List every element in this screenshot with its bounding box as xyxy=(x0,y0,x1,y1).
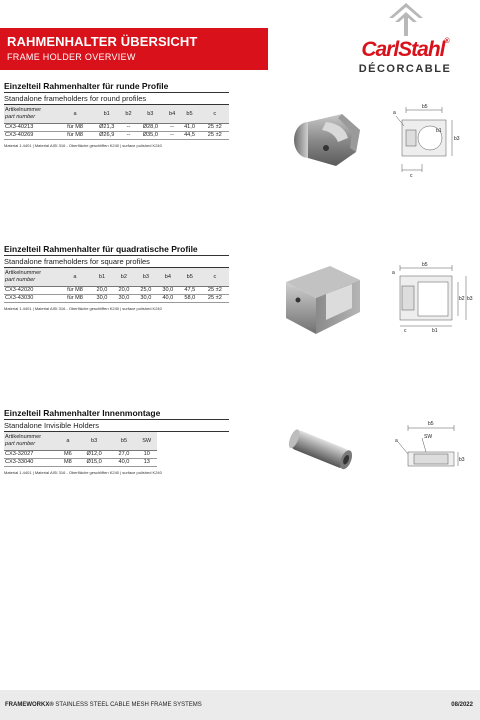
table-cell: CX3-42020 xyxy=(4,286,59,294)
table-row xyxy=(4,286,229,294)
table-cell: CX3-43030 xyxy=(4,294,59,302)
carl-stahl-logo xyxy=(340,0,470,82)
dim-label: b5 xyxy=(428,421,434,427)
column-header: b4 xyxy=(166,105,179,123)
table-cell: -- xyxy=(166,123,179,131)
section-subtitle: Standalone frameholders for square profiles xyxy=(4,255,229,268)
table-cell: 25 ±2 xyxy=(201,123,229,131)
dim-label: b5 xyxy=(422,262,428,268)
logo-brand: CarlStahl® xyxy=(361,38,449,61)
column-header-article: Artikelnummer part number xyxy=(4,268,59,286)
dim-label: b3 xyxy=(454,136,460,142)
round-frameholder-drawing xyxy=(392,102,472,180)
column-header-article: Artikelnummer part number xyxy=(4,105,59,123)
square-frameholder-image xyxy=(280,262,366,336)
dim-label: SW xyxy=(424,434,433,440)
table-cell: für M8 xyxy=(59,286,91,294)
column-header: b3 xyxy=(135,105,166,123)
house-roof-icon xyxy=(389,0,423,36)
column-header: b5 xyxy=(179,268,201,286)
table-cell: 10 xyxy=(136,450,157,458)
column-header: b3 xyxy=(77,432,112,450)
table-cell: Ø35,0 xyxy=(135,131,166,139)
dim-label: a xyxy=(392,270,395,276)
footer-date: 08/2022 xyxy=(451,702,473,708)
table-cell: Ø21,3 xyxy=(91,123,122,131)
table-cell: M6 xyxy=(59,450,77,458)
dim-label: b1 xyxy=(436,128,442,134)
table-cell: 40,0 xyxy=(157,294,179,302)
table-cell: 27,0 xyxy=(112,450,137,458)
table-cell: 30,0 xyxy=(91,294,113,302)
footer-text: FRAMEWORKX® STAINLESS STEEL CABLE MESH FRAME SYSTEMS xyxy=(5,702,202,708)
table-cell: 44,5 xyxy=(178,131,200,139)
logo-sub: DÉCORCABLE xyxy=(358,63,452,75)
square-frameholder-drawing xyxy=(392,260,472,334)
table-cell: -- xyxy=(166,131,179,139)
table-cell: 40,0 xyxy=(112,458,137,466)
column-header: b2 xyxy=(113,268,135,286)
page-title: RAHMENHALTER ÜBERSICHT xyxy=(7,34,198,49)
round-frameholder-image xyxy=(286,108,366,176)
column-header: b1 xyxy=(91,105,122,123)
table-cell: -- xyxy=(122,131,135,139)
column-header: a xyxy=(59,105,91,123)
spec-table xyxy=(4,432,157,467)
invisible-holder-drawing xyxy=(394,418,470,482)
spec-table xyxy=(4,268,229,303)
invisible-holder-image xyxy=(282,420,362,480)
table-cell: M8 xyxy=(59,458,77,466)
column-header: b2 xyxy=(122,105,135,123)
table-cell: CX3-33040 xyxy=(4,458,59,466)
section-title: Einzelteil Rahmenhalter für quadratische Profile xyxy=(4,244,198,254)
dim-label: b3 xyxy=(467,296,473,302)
table-cell: 30,0 xyxy=(157,286,179,294)
table-cell: Ø12,0 xyxy=(77,450,112,458)
section-round-profiles xyxy=(4,81,229,148)
table-cell: 13 xyxy=(136,458,157,466)
table-row xyxy=(4,294,229,302)
table-cell: für M8 xyxy=(59,123,91,131)
column-header: b1 xyxy=(91,268,113,286)
column-header: a xyxy=(59,432,77,450)
dim-label: b5 xyxy=(422,104,428,110)
dim-label: b3 xyxy=(459,457,465,463)
table-cell: CX3-40213 xyxy=(4,123,59,131)
column-header: b4 xyxy=(157,268,179,286)
column-header: b5 xyxy=(112,432,137,450)
footer xyxy=(0,690,480,720)
column-header: c xyxy=(201,105,229,123)
table-cell: 20,0 xyxy=(91,286,113,294)
dim-label: c xyxy=(404,328,407,334)
header-banner xyxy=(0,28,268,70)
material-note: Material 1.4401 | Material AISI 316 - Oberfläche geschliffen K240 | surface polished K240 xyxy=(4,142,162,148)
section-invisible-holders xyxy=(4,408,229,475)
table-cell: Ø15,0 xyxy=(77,458,112,466)
table-cell: 25 ±2 xyxy=(201,294,229,302)
column-header-article: Artikelnummer part number xyxy=(4,432,59,450)
section-square-profiles xyxy=(4,244,229,311)
table-cell: 20,0 xyxy=(113,286,135,294)
spec-table xyxy=(4,105,229,140)
dim-label: a xyxy=(395,438,398,444)
table-cell: 25 ±2 xyxy=(201,286,229,294)
column-header: a xyxy=(59,268,91,286)
table-cell: CX3-32027 xyxy=(4,450,59,458)
section-title: Einzelteil Rahmenhalter für runde Profile xyxy=(4,81,169,91)
table-cell: 25,0 xyxy=(135,286,157,294)
column-header: SW xyxy=(136,432,157,450)
table-row xyxy=(4,123,229,131)
dim-label: b1 xyxy=(432,328,438,334)
table-cell: CX3-40269 xyxy=(4,131,59,139)
section-subtitle: Standalone frameholders for round profiles xyxy=(4,92,229,105)
column-header: b5 xyxy=(178,105,200,123)
table-row xyxy=(4,131,229,139)
column-header: b3 xyxy=(135,268,157,286)
dim-label: c xyxy=(410,173,413,179)
material-note: Material 1.4401 | Material AISI 316 - Oberfläche geschliffen K240 | surface polished K240 xyxy=(4,469,162,475)
table-cell: 25 ±2 xyxy=(201,131,229,139)
column-header: c xyxy=(201,268,229,286)
table-row xyxy=(4,450,157,458)
table-cell: 58,0 xyxy=(179,294,201,302)
table-cell: -- xyxy=(122,123,135,131)
table-cell: 41,0 xyxy=(178,123,200,131)
table-cell: Ø28,0 xyxy=(135,123,166,131)
dim-label: a xyxy=(393,110,396,116)
section-subtitle: Standalone Invisible Holders xyxy=(4,419,229,432)
table-cell: 30,0 xyxy=(135,294,157,302)
section-title: Einzelteil Rahmenhalter Innenmontage xyxy=(4,408,161,418)
page-subtitle: FRAME HOLDER OVERVIEW xyxy=(7,52,136,62)
table-cell: für M8 xyxy=(59,294,91,302)
table-row xyxy=(4,458,157,466)
table-cell: 30,0 xyxy=(113,294,135,302)
material-note: Material 1.4401 | Material AISI 316 - Oberfläche geschliffen K240 | surface polished K240 xyxy=(4,305,162,311)
table-cell: für M8 xyxy=(59,131,91,139)
table-cell: 47,5 xyxy=(179,286,201,294)
table-cell: Ø26,9 xyxy=(91,131,122,139)
dim-label: b2 xyxy=(459,296,465,302)
